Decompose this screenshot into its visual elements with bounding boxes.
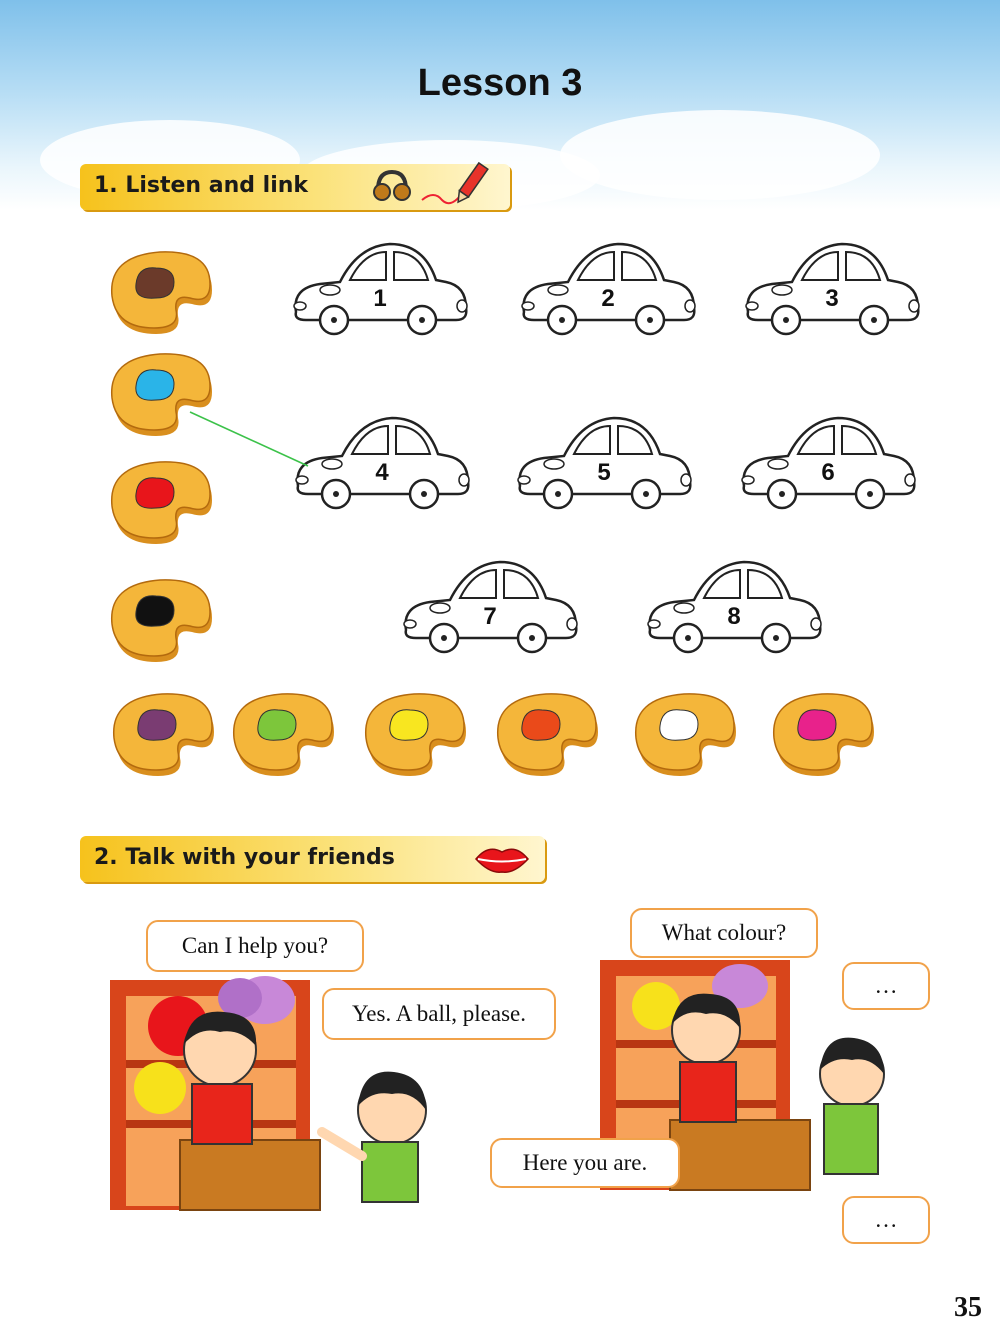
car-number: 3 (825, 285, 839, 312)
clerk-body (680, 1062, 736, 1122)
car-1[interactable] (294, 244, 467, 334)
bubble-what-colour (630, 908, 818, 958)
black-palette[interactable] (112, 580, 212, 662)
bubble-text: What colour? (661, 920, 787, 945)
bubble-can-i-help (146, 920, 364, 972)
pink-palette[interactable] (774, 694, 874, 776)
bubble-here-you-are (490, 1138, 680, 1188)
car-2[interactable] (522, 244, 695, 334)
bubble-text: Can I help you? (181, 933, 329, 958)
purple-palette[interactable] (114, 694, 214, 776)
page-title: Lesson 3 (417, 62, 583, 104)
car-number: 8 (727, 603, 741, 630)
section1-banner (80, 164, 510, 210)
counter (180, 1140, 320, 1210)
car-number: 1 (373, 285, 387, 312)
cloud (560, 110, 880, 200)
page-number: 35 (954, 1292, 982, 1323)
car-number: 5 (597, 459, 611, 486)
boy-body (362, 1142, 418, 1202)
yellow-palette[interactable] (366, 694, 466, 776)
car-number: 4 (375, 459, 389, 486)
listen-and-link-area (0, 220, 1000, 800)
section1-heading: 1. Listen and link (94, 173, 309, 198)
car-8[interactable] (648, 562, 821, 652)
pencil-icon (420, 166, 500, 208)
counter (670, 1120, 810, 1190)
red-palette[interactable] (112, 462, 212, 544)
bubble-text: Here you are. (522, 1150, 648, 1175)
clerk-body (192, 1084, 252, 1144)
orange-palette[interactable] (498, 694, 598, 776)
brown-palette[interactable] (112, 252, 212, 334)
white-palette[interactable] (636, 694, 736, 776)
car-5[interactable] (518, 418, 691, 508)
example-link-line (190, 412, 308, 466)
blue-palette[interactable] (112, 354, 212, 436)
green-palette[interactable] (234, 694, 334, 776)
car-6[interactable] (742, 418, 915, 508)
bubble-text: … (874, 1207, 898, 1232)
car-7[interactable] (404, 562, 577, 652)
bubble-reply-top (842, 962, 930, 1010)
car-4[interactable] (296, 418, 469, 508)
bubble-reply-bottom (842, 1196, 930, 1244)
bubble-a-ball-please (322, 988, 556, 1040)
boy-body (824, 1104, 878, 1174)
bubble-text: Yes. A ball, please. (352, 1001, 526, 1026)
headphones-icon (372, 168, 412, 206)
car-number: 7 (483, 603, 497, 630)
section2-heading: 2. Talk with your friends (94, 845, 395, 870)
lips-icon (474, 844, 530, 874)
section2-banner (80, 836, 545, 882)
car-number: 6 (821, 459, 835, 486)
bubble-text: … (874, 973, 898, 998)
car-3[interactable] (746, 244, 919, 334)
car-number: 2 (601, 285, 615, 312)
